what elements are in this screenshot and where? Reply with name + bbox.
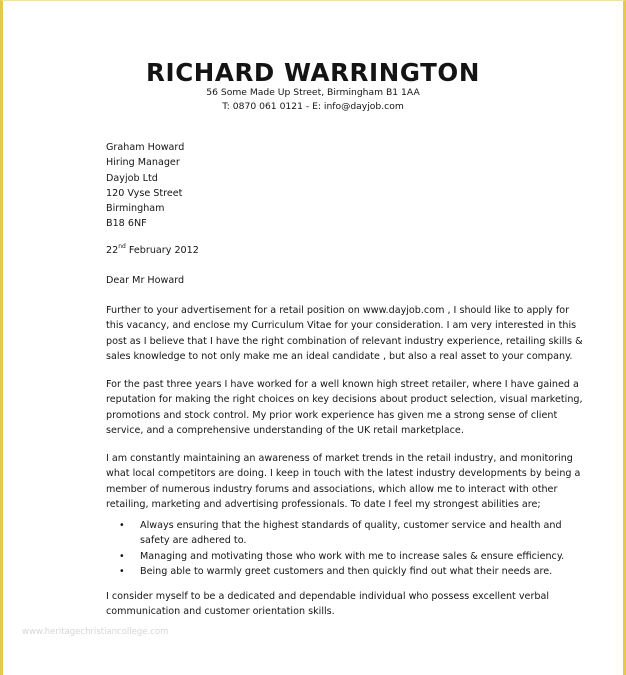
paragraph-line: communication and customer orientation skills. <box>106 606 335 618</box>
paragraph-line: reputation for making the right choices on key decisions about product selection, visual marketing, <box>106 394 583 406</box>
abilities-list <box>106 518 565 580</box>
list-item-line: Always ensuring that the highest standards of quality, customer service and health and <box>140 520 562 531</box>
paragraph-line: this vacancy, and enclose my Curriculum Vitae for your consideration. I am very interested in this <box>106 320 577 332</box>
list-item-line: Managing and motivating those who work with me to increase sales & ensure efficiency. <box>140 550 565 562</box>
list-item-line: Being able to warmly greet customers and then quickly find out what their needs are. <box>140 566 553 578</box>
paragraph-line: Further to your advertisement for a retail position on www.dayjob.com , I should like to apply for <box>106 305 570 316</box>
date-day: 22 <box>106 245 119 256</box>
paragraph-line: For the past three years I have worked for a well known high street retailer, where I have gained a <box>106 379 579 390</box>
paragraph-line: promotions and stock control. My prior work experience has given me a strong sense of client <box>106 409 558 421</box>
recipient-company: Dayjob Ltd <box>106 172 158 184</box>
paragraph-line: I am constantly maintaining an awareness of market trends in the retail industry, and monitoring <box>106 453 573 464</box>
recipient-street: 120 Vyse Street <box>106 187 183 199</box>
paragraph-line: what local competitors are doing. I keep in touch with the latest industry developments by being a <box>106 468 581 480</box>
bullet-icon: • <box>119 566 125 578</box>
sender-name: RICHARD WARRINGTON <box>146 58 480 87</box>
paragraph-intro <box>106 303 583 365</box>
date-month-year: February 2012 <box>125 245 199 256</box>
paragraph-line: service, and a comprehensive understanding of the UK retail marketplace. <box>106 425 464 437</box>
bullet-icon: • <box>119 550 125 562</box>
recipient-title: Hiring Manager <box>106 157 180 169</box>
letter-date <box>106 243 199 258</box>
paragraph-line: I consider myself to be a dedicated and dependable individual who possess excellent verbal <box>106 591 550 602</box>
paragraph-line: retailing, marketing and advertising professionals. To date I feel my strongest abilities are; <box>106 499 541 511</box>
list-item <box>106 564 553 579</box>
paragraph-line: member of numerous industry forums and associations, which allow me to interact with other <box>106 483 558 495</box>
recipient-city: Birmingham <box>106 203 165 215</box>
paragraph-closing <box>106 589 550 620</box>
paragraph-experience <box>106 377 583 439</box>
date-suffix: nd <box>118 242 126 250</box>
paragraph-awareness <box>106 451 581 513</box>
paragraph-line: sales knowledge to not only make me an ideal candidate , but also a real asset to your company. <box>106 351 573 363</box>
recipient-block <box>106 140 184 232</box>
salutation: Dear Mr Howard <box>106 275 185 286</box>
recipient-name: Graham Howard <box>106 142 185 153</box>
list-item-line: safety are adhered to. <box>140 535 247 547</box>
bullet-icon: • <box>119 520 125 531</box>
sender-contact: T: 0870 061 0121 - E: info@dayjob.com <box>222 101 404 112</box>
list-item <box>106 518 562 549</box>
sender-address: 56 Some Made Up Street, Birmingham B1 1AA <box>206 87 420 98</box>
recipient-postcode: B18 6NF <box>106 218 147 230</box>
watermark: www.heritagechristiancollege.com <box>22 627 169 637</box>
paragraph-line: post as I believe that I have the right combination of relevant industry experience, retailing skills & <box>106 335 583 347</box>
list-item <box>106 549 565 564</box>
